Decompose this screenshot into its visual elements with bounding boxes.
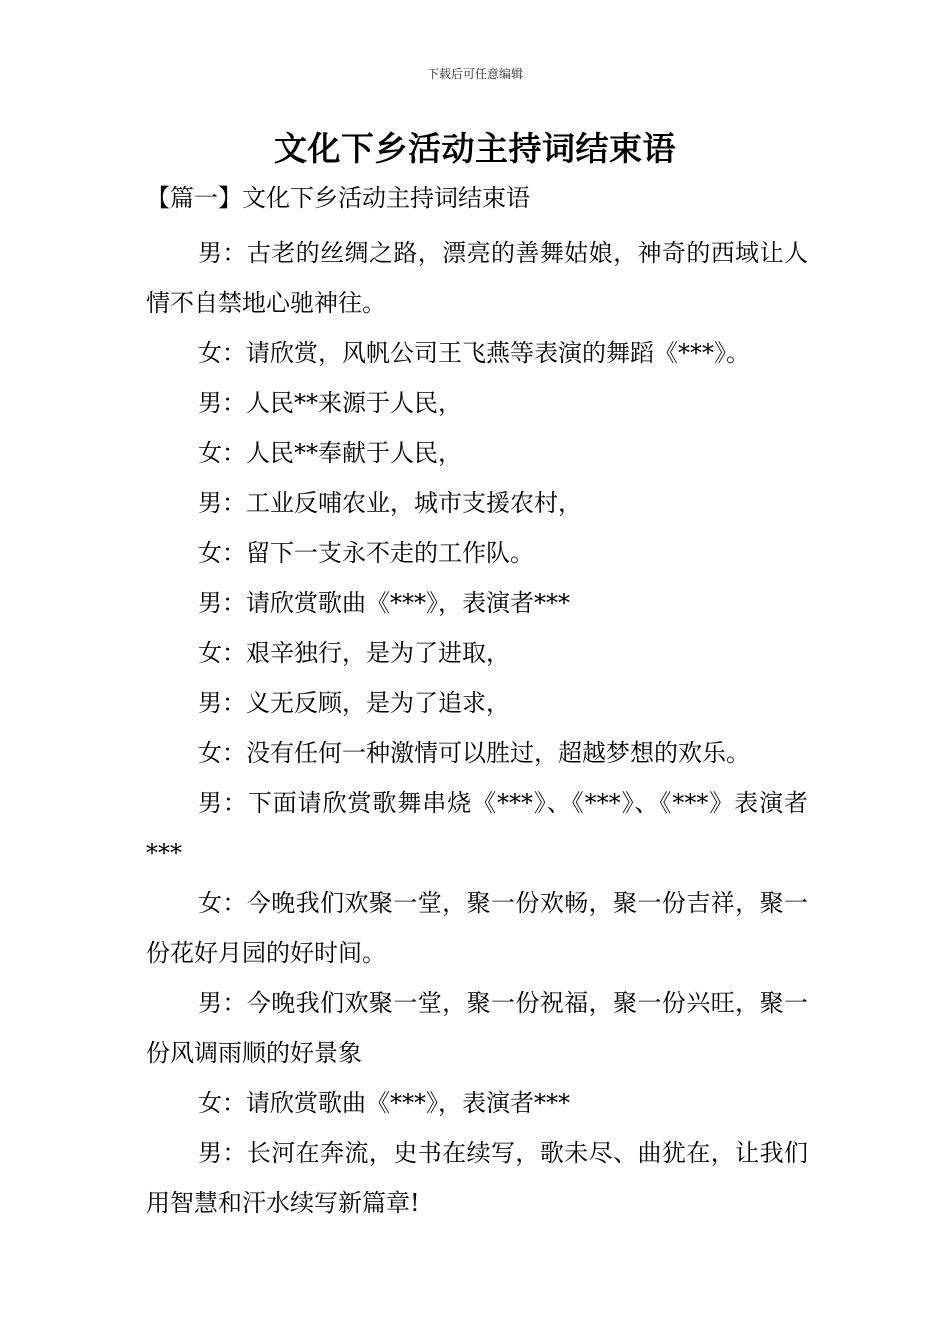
body-text (146, 228, 808, 1228)
paragraph: 男：工业反哺农业，城市支援农村， (198, 489, 582, 517)
paragraph: 男：义无反顾，是为了追求， (198, 689, 510, 717)
document-title: 文化下乡活动主持词结束语 (274, 129, 676, 168)
paragraph: 男：今晚我们欢聚一堂，聚一份祝福，聚一份兴旺，聚一份风调雨顺的好景象 (146, 989, 808, 1067)
paragraph: 男：下面请欣赏歌舞串烧《***》、《***》、《***》表演者*** (146, 789, 808, 867)
paragraph: 女：请欣赏，风帆公司王飞燕等表演的舞蹈《***》。 (198, 339, 750, 367)
paragraph: 女：人民**奉献于人民， (198, 439, 462, 467)
paragraph: 女：留下一支永不走的工作队。 (198, 539, 534, 567)
paragraph: 女：请欣赏歌曲《***》，表演者*** (198, 1089, 570, 1117)
paragraph: 女：没有任何一种激情可以胜过，超越梦想的欢乐。 (198, 739, 750, 767)
section-heading: 【篇一】文化下乡活动主持词结束语 (146, 184, 530, 212)
header-note: 下载后可任意编辑 (426, 67, 523, 81)
paragraph: 男：人民**来源于人民， (198, 389, 462, 417)
paragraph: 女：艰辛独行，是为了进取， (198, 639, 510, 667)
paragraph: 男：古老的丝绸之路，漂亮的善舞姑娘，神奇的西域让人情不自禁地心驰神往。 (146, 239, 808, 317)
paragraph: 男：请欣赏歌曲《***》，表演者*** (198, 589, 570, 617)
paragraph: 男：长河在奔流，史书在续写，歌未尽、曲犹在，让我们用智慧和汗水续写新篇章! (146, 1139, 808, 1217)
paragraph: 女：今晚我们欢聚一堂，聚一份欢畅，聚一份吉祥，聚一份花好月园的好时间。 (146, 889, 808, 967)
